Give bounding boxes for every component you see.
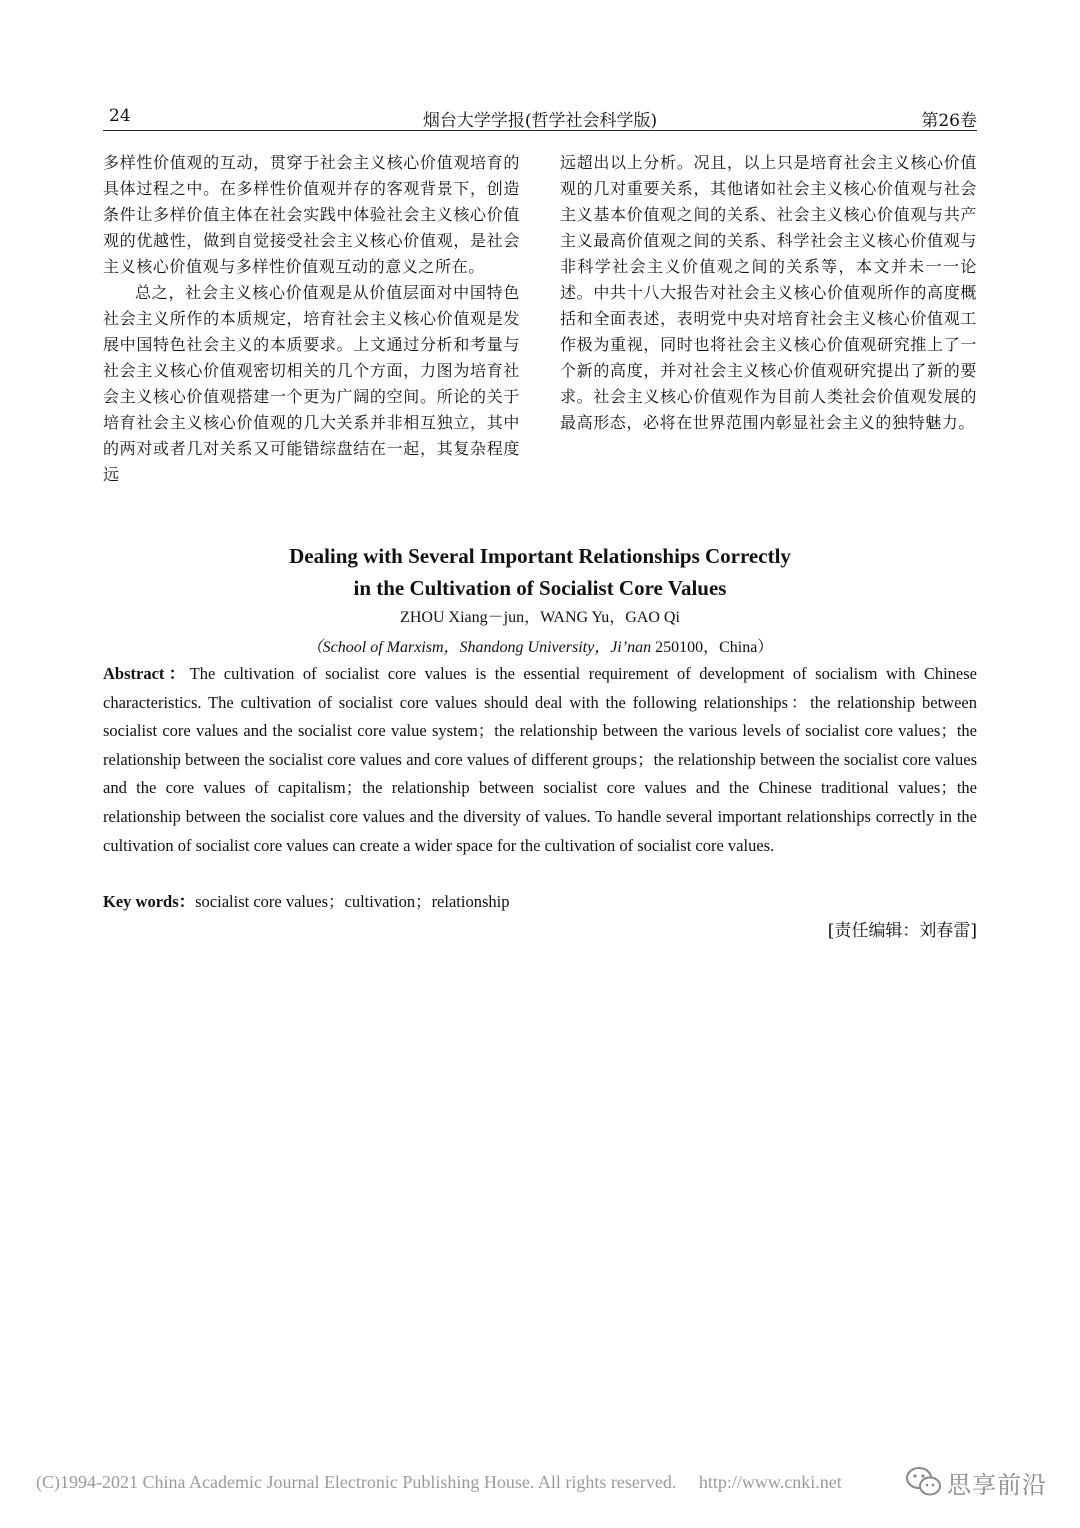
journal-name: 烟台大学学报(哲学社会科学版)	[422, 111, 658, 131]
responsible-editor: [责任编辑：刘春雷]	[827, 921, 977, 941]
english-title-line-2: in the Cultivation of Socialist Core Values	[353, 576, 727, 600]
wechat-icon	[905, 1466, 943, 1498]
cnki-url: http://www.cnki.net	[698, 1472, 842, 1492]
page-number: 24	[109, 106, 131, 126]
keywords	[103, 888, 977, 912]
abstract	[103, 660, 977, 860]
header-divider	[103, 130, 977, 131]
english-title-line-1: Dealing with Several Important Relationships Correctly	[289, 544, 791, 568]
copyright-footer	[36, 1472, 842, 1493]
keywords-label: Key words：	[103, 892, 196, 911]
affiliation-institution: （School of Marxism，Shandong University，Ji’nan	[306, 639, 652, 656]
watermark-text: 思享前沿	[947, 1470, 1047, 1499]
keywords-text: socialist core values；cultivation；relationship	[195, 892, 510, 911]
volume-label: 第26卷	[921, 111, 977, 131]
affiliation-postcode: 250100，China）	[655, 639, 774, 656]
watermark	[905, 1462, 1047, 1502]
running-header	[103, 100, 977, 130]
english-title	[103, 540, 977, 604]
left-column	[103, 150, 520, 488]
authors: ZHOU Xiang－jun，WANG Yu，GAO Qi	[400, 609, 680, 626]
right-paragraph-1: 远超出以上分析。况且，以上只是培育社会主义核心价值观的几对重要关系，其他诸如社会主义核心价值观与社会主义基本价值观之间的关系、社会主义核心价值观与共产主义最高价值观之间的关系、科学社会主义核心价值观与非科学社会主义价值观之间的关系等，本文并未一一论述。中共十八大报告对社会主义核心价值观所作的高度概括和全面表述，表明党中央对培育社会主义核心价值观工作极为重视，同时也将社会主义核心价值观研究推上了一个新的高度，并对社会主义核心价值观研究提出了新的要求。社会主义核心价值观作为目前人类社会价值观发展的最高形态，必将在世界范围内彰显社会主义的独特魅力。	[560, 153, 977, 432]
left-paragraph-2: 总之，社会主义核心价值观是从价值层面对中国特色社会主义所作的本质规定，培育社会主义核心价值观是发展中国特色社会主义的本质要求。上文通过分析和考量与社会主义核心价值观密切相关的几个方面，力图为培育社会主义核心价值观搭建一个更为广阔的空间。所论的关于培育社会主义核心价值观的几大关系并非相互独立，其中的两对或者几对关系又可能错综盘结在一起，其复杂程度远	[103, 283, 520, 484]
abstract-text: The cultivation of socialist core values is the essential requirement of development of socialism with Chinese characteristics. The cultivation of socialist core values should deal with the following relationships：the relationship between socialist core values and the socialist core value system；the relationship between the various levels of socialist core values；the relationship between the socialist core values and core values of different groups；the relationship between the socialist core values and the core values of capitalism；the relationship between socialist core values and the Chinese traditional values；the relationship between the socialist core values and the diversity of values. To handle several important relationships correctly in the cultivation of socialist core values can create a wider space for the cultivation of socialist core values.	[103, 664, 977, 855]
right-column	[560, 150, 977, 436]
abstract-label: Abstract：	[103, 664, 190, 683]
left-paragraph-1: 多样性价值观的互动，贯穿于社会主义核心价值观培育的具体过程之中。在多样性价值观并存的客观背景下，创造条件让多样价值主体在社会实践中体验社会主义核心价值观的优越性，做到自觉接受社会主义核心价值观，是社会主义核心价值观与多样性价值观互动的意义之所在。	[103, 153, 520, 276]
affiliation	[103, 634, 977, 657]
body-columns	[103, 150, 977, 520]
copyright-text: (C)1994-2021 China Academic Journal Electronic Publishing House. All rights reserved.	[36, 1472, 677, 1492]
